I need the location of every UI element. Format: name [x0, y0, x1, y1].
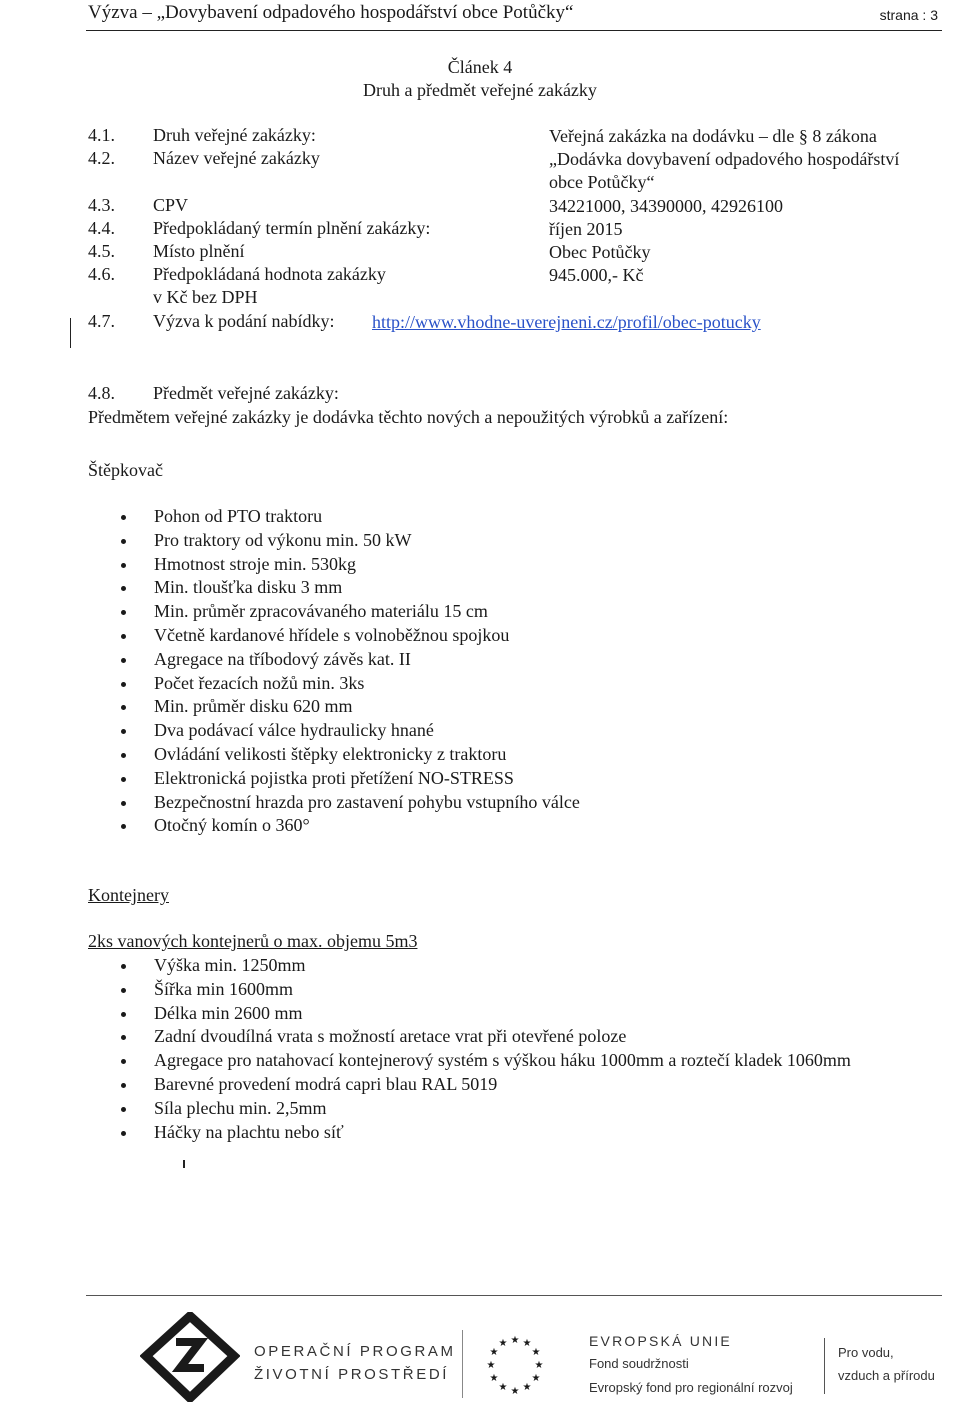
list-item: Síla plechu min. 2,5mm: [120, 1097, 851, 1121]
svg-text:★: ★: [522, 1382, 532, 1393]
item-number: 4.6.: [88, 264, 115, 284]
item-value: 34221000, 34390000, 42926100: [549, 196, 783, 216]
tender-link[interactable]: http://www.vhodne-uverejneni.cz/profil/obec-potucky: [372, 312, 761, 332]
item-label: Druh veřejné zakázky:: [153, 125, 316, 145]
item-label-continued: v Kč bez DPH: [153, 287, 258, 307]
eu-fund-2: Evropský fond pro regionální rozvoj: [589, 1380, 793, 1395]
list-item: Včetně kardanové hřídele s volnoběžnou spojkou: [120, 624, 580, 648]
list-item: Barevné provedení modrá capri blau RAL 5019: [120, 1073, 851, 1097]
svg-text:★: ★: [489, 1373, 499, 1384]
subject-intro: Předmětem veřejné zakázky je dodávka těchto nových a nepoužitých výrobků a zařízení:: [88, 407, 729, 427]
list-item: Počet řezacích nožů min. 3ks: [120, 672, 580, 696]
item-value: „Dodávka dovybavení odpadového hospodářství: [549, 149, 900, 169]
footer-separator: [462, 1330, 463, 1398]
svg-text:★: ★: [531, 1347, 541, 1358]
list-item: Agregace na tříbodový závěs kat. II: [120, 648, 580, 672]
list-item: Ovládání velikosti štěpky elektronicky z traktoru: [120, 743, 580, 767]
footer-separator: [824, 1338, 825, 1394]
op-name-line2: ŽIVOTNÍ PROSTŘEDÍ: [254, 1366, 450, 1383]
list-item: Dva podávací válce hydraulicky hnané: [120, 719, 580, 743]
list-item: Zadní dvoudílná vrata s možností aretace vrat při otevřené poloze: [120, 1025, 851, 1049]
svg-text:★: ★: [522, 1338, 532, 1349]
item-number: 4.1.: [88, 125, 115, 145]
list-item: Hmotnost stroje min. 530kg: [120, 553, 580, 577]
eu-fund-1: Fond soudržnosti: [589, 1356, 689, 1371]
chipper-specs-list: [120, 505, 580, 838]
stray-mark: [183, 1160, 185, 1168]
list-item: Háčky na plachtu nebo síť: [120, 1121, 851, 1145]
op-zp-logo-icon: [140, 1312, 240, 1402]
item-value: Veřejná zakázka na dodávku – dle § 8 zákona: [549, 126, 877, 146]
list-item: Min. průměr zpracovávaného materiálu 15 cm: [120, 600, 580, 624]
containers-specs-list: [120, 954, 851, 1144]
article-title: Druh a předmět veřejné zakázky: [363, 80, 597, 100]
list-item: Agregace pro natahovací kontejnerový systém s výškou háku 1000mm a roztečí kladek 1060mm: [120, 1049, 851, 1073]
svg-text:★: ★: [534, 1360, 544, 1371]
list-item: Výška min. 1250mm: [120, 954, 851, 978]
list-item: Min. průměr disku 620 mm: [120, 695, 580, 719]
item-number: 4.4.: [88, 218, 115, 238]
footer-divider: [86, 1295, 942, 1296]
margin-change-bar: [70, 318, 71, 348]
item-label: Předpokládaná hodnota zakázky: [153, 264, 386, 284]
item-number: 4.7.: [88, 311, 115, 331]
header-divider: [86, 30, 942, 31]
item-label: Předpokládaný termín plnění zakázky:: [153, 218, 431, 238]
svg-text:★: ★: [489, 1347, 499, 1358]
containers-subheading: 2ks vanových kontejnerů o max. objemu 5m3: [88, 931, 418, 951]
item-value: 945.000,- Kč: [549, 265, 644, 285]
item-value: Obec Potůčky: [549, 242, 651, 262]
op-name-line1: OPERAČNÍ PROGRAM: [254, 1343, 456, 1360]
svg-text:★: ★: [498, 1382, 508, 1393]
item-label: Předmět veřejné zakázky:: [153, 383, 339, 403]
item-label: CPV: [153, 195, 189, 215]
motto-line1: Pro vodu,: [838, 1345, 894, 1360]
list-item: Pro traktory od výkonu min. 50 kW: [120, 529, 580, 553]
svg-text:★: ★: [486, 1360, 496, 1371]
list-item: Elektronická pojistka proti přetížení NO-STRESS: [120, 767, 580, 791]
list-item: Šířka min 1600mm: [120, 978, 851, 1002]
item-number: 4.5.: [88, 241, 115, 261]
list-item: Bezpečnostní hrazda pro zastavení pohybu vstupního válce: [120, 791, 580, 815]
chipper-heading: Štěpkovač: [88, 460, 163, 480]
list-item: Otočný komín o 360°: [120, 814, 580, 838]
item-value-continued: obce Potůčky“: [549, 172, 655, 192]
header-title: Výzva – „Dovybavení odpadového hospodářství obce Potůčky“: [88, 2, 574, 23]
svg-text:★: ★: [510, 1386, 520, 1396]
svg-text:★: ★: [531, 1373, 541, 1384]
item-number: 4.3.: [88, 195, 115, 215]
eu-stars-icon: [484, 1334, 546, 1396]
containers-heading: Kontejnery: [88, 885, 169, 905]
item-label: Název veřejné zakázky: [153, 148, 320, 168]
item-number: 4.2.: [88, 148, 115, 168]
svg-text:★: ★: [510, 1335, 520, 1346]
list-item: Délka min 2600 mm: [120, 1002, 851, 1026]
list-item: Pohon od PTO traktoru: [120, 505, 580, 529]
eu-title: EVROPSKÁ UNIE: [589, 1333, 732, 1349]
item-number: 4.8.: [88, 383, 115, 403]
article-number: Článek 4: [447, 57, 513, 77]
list-item: Min. tloušťka disku 3 mm: [120, 576, 580, 600]
page-number: strana : 3: [879, 7, 938, 23]
item-label: Místo plnění: [153, 241, 245, 261]
motto-line2: vzduch a přírodu: [838, 1368, 935, 1383]
item-value: říjen 2015: [549, 219, 623, 239]
svg-text:★: ★: [498, 1338, 508, 1349]
item-label: Výzva k podání nabídky:: [153, 311, 335, 331]
